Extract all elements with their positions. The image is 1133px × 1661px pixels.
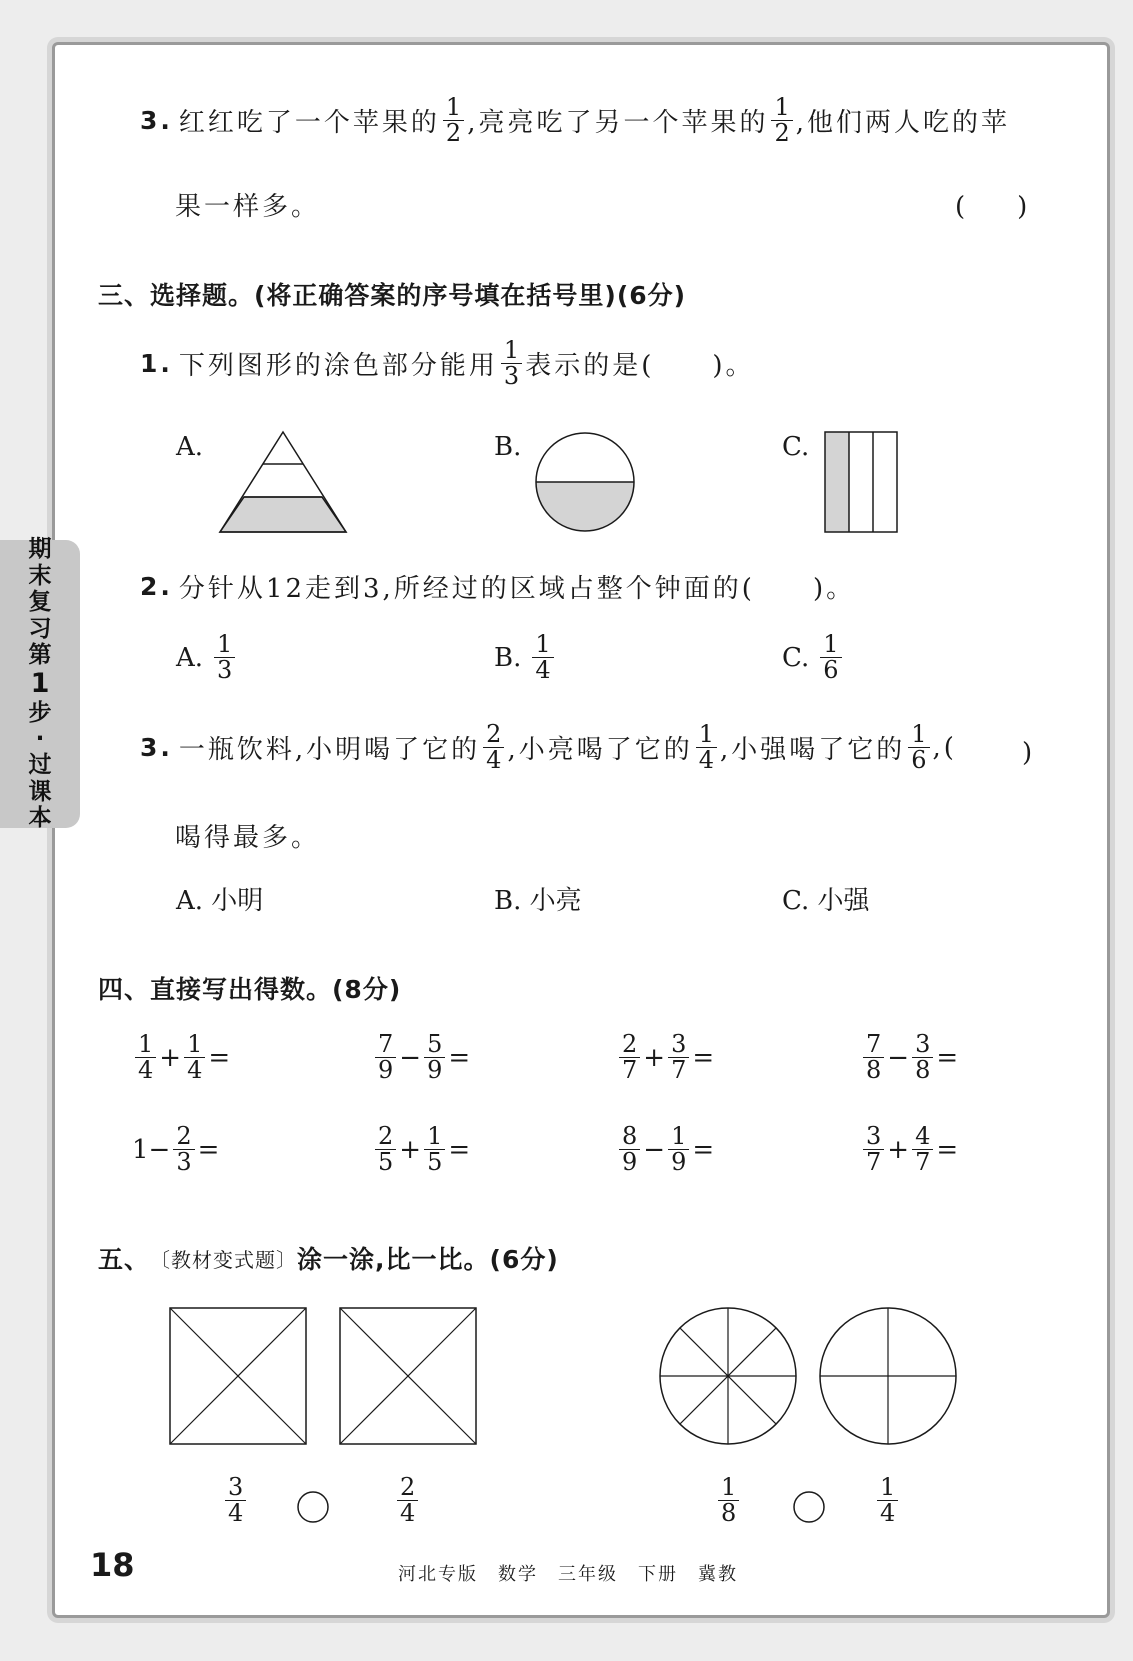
option-b-label[interactable]: B.: [494, 432, 522, 462]
section-3-title: 三、选择题。(将正确答案的序号填在括号里)(6分): [98, 281, 687, 310]
calc-item[interactable]: $\frac{2}{7}$ + $\frac{3}{7}$ =: [616, 1032, 714, 1083]
question-text: 分针从12走到3,所经过的区域占整个钟面的( )。: [178, 574, 856, 604]
calc-item[interactable]: $\frac{3}{7}$ + $\frac{4}{7}$ =: [860, 1124, 958, 1175]
choice-q2: [140, 568, 855, 605]
option-a-label[interactable]: A.: [176, 432, 204, 462]
question-text: 下列图形的涂色部分能用: [178, 351, 498, 382]
compare-right-fraction: $\frac{1}{4}$: [874, 1475, 901, 1526]
compare-left-fraction: $\frac{3}{4}$: [222, 1475, 249, 1526]
question-number: 2.: [140, 572, 173, 601]
page-number: 18: [90, 1546, 135, 1584]
calc-item[interactable]: $\frac{1}{4}$ + $\frac{1}{4}$ =: [132, 1032, 230, 1083]
fraction: $\frac{1}{2}$: [443, 95, 464, 146]
judge-q3-line2: 果一样多。: [175, 192, 321, 222]
question-number: 1.: [140, 349, 173, 379]
option-c[interactable]: C. 小强: [782, 886, 870, 916]
square-figure[interactable]: [168, 1306, 308, 1446]
circle-figure: [533, 430, 637, 534]
option-c[interactable]: C. $\frac{1}{6}$: [782, 632, 845, 683]
circle-quarters-figure[interactable]: [818, 1306, 958, 1446]
side-tab: 期 末 复 习 第 1 步 · 过 课 本: [0, 540, 80, 828]
square-figure[interactable]: [338, 1306, 478, 1446]
fraction: $\frac{1}{3}$: [501, 338, 522, 389]
compare-circle[interactable]: [296, 1490, 330, 1524]
option-a[interactable]: A. 小明: [176, 886, 264, 916]
fraction: $\frac{1}{2}$: [771, 95, 792, 146]
answer-blank[interactable]: ( ): [955, 192, 1028, 222]
section-4-title: 四、直接写出得数。(8分): [98, 975, 402, 1004]
calc-item[interactable]: $\frac{7}{8}$ − $\frac{3}{8}$ =: [860, 1032, 958, 1083]
question-text: 红红吃了一个苹果的: [178, 108, 440, 139]
question-text: ,他们两人吃的苹: [795, 108, 1011, 139]
calc-item[interactable]: $\frac{2}{5}$ + $\frac{1}{5}$ =: [372, 1124, 470, 1175]
calc-item[interactable]: 1 − $\frac{2}{3}$ =: [132, 1122, 220, 1177]
choice-q1: [140, 338, 755, 389]
compare-circle[interactable]: [792, 1490, 826, 1524]
option-b[interactable]: B. 小亮: [494, 886, 582, 916]
option-a[interactable]: A. $\frac{1}{3}$: [176, 632, 238, 683]
answer-blank-close[interactable]: ): [1022, 738, 1033, 768]
option-c-label[interactable]: C.: [782, 432, 810, 462]
circle-eighths-figure[interactable]: [658, 1306, 798, 1446]
rectangle-figure: [823, 430, 899, 534]
compare-left-fraction: $\frac{1}{8}$: [715, 1475, 742, 1526]
question-number: 3.: [140, 106, 173, 136]
choice-q3: 3. 一瓶饮料,小明喝了它的 $\frac{2}{4}$ ,小亮喝了它的 $\frac{1}{4}$ ,小强喝了它的 $\frac{1}{6}$ ,(: [140, 720, 957, 775]
question-text: ,亮亮吃了另一个苹果的: [467, 108, 769, 139]
choice-q3-line2: 喝得最多。: [175, 823, 321, 853]
question-text: 表示的是( )。: [525, 351, 755, 382]
compare-right-fraction: $\frac{2}{4}$: [394, 1475, 421, 1526]
triangle-figure: [218, 430, 348, 534]
judge-q3-line1: [140, 95, 1010, 146]
option-b[interactable]: B. $\frac{1}{4}$: [494, 632, 557, 683]
calc-item[interactable]: $\frac{7}{9}$ − $\frac{5}{9}$ =: [372, 1032, 470, 1083]
question-number: 3.: [140, 733, 173, 763]
calc-item[interactable]: $\frac{8}{9}$ − $\frac{1}{9}$ =: [616, 1124, 714, 1175]
footer-text: 河北专版 数学 三年级 下册 冀教: [398, 1564, 738, 1585]
section-5-title: 五、 〔教材变式题〕 涂一涂,比一比。(6分): [98, 1245, 559, 1274]
